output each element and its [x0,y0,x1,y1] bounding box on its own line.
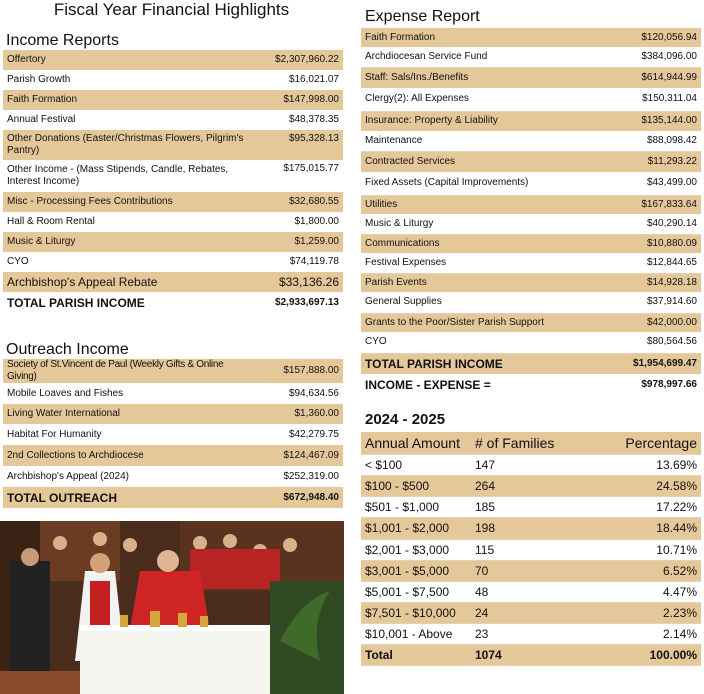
income-amount: $1,800.00 [294,216,339,227]
outreach-amount: $252,319.00 [283,470,339,482]
income-row [3,90,343,110]
donations-row [361,581,701,602]
income-label: Annual Festival [7,114,76,125]
donation-range: $10,001 - Above [361,623,471,644]
expense-label: Utilities [361,195,611,214]
expense-heading: Expense Report [365,8,480,25]
expense-row [361,151,701,172]
expense-label: Contracted Services [361,151,611,172]
expense-label: Parish Events [361,273,611,292]
income-amount: $1,259.00 [251,232,343,252]
page-title: Fiscal Year Financial Highlights [53,0,290,19]
donation-pct: 4.47% [591,581,701,602]
mass-photo [0,521,344,694]
income-row [3,272,343,292]
donations-table [361,432,701,666]
expense-amount: $11,293.22 [611,151,701,172]
donation-families: 70 [471,560,591,581]
income-label: Hall & Room Rental [7,216,95,227]
donation-pct: 6.52% [591,560,701,581]
mass-photo-illustration [0,521,344,694]
income-label: Other Income - (Mass Stipends, Candle, Rebates, Interest Income) [7,164,229,187]
expense-amount: $88,098.42 [611,131,701,151]
net-label: INCOME - EXPENSE = [365,378,491,392]
expense-total-row [361,353,701,374]
outreach-amount: $94,634.56 [288,387,339,399]
expense-row [361,131,701,151]
expense-label: Maintenance [361,131,611,151]
expense-label: Festival Expenses [361,253,611,273]
expense-row [361,172,701,195]
expense-amount: $614,944.99 [611,67,701,88]
expense-amount: $42,000.00 [611,313,701,332]
outreach-label: 2nd Collections to Archdiocese [3,445,258,466]
income-amount: $16,021.07 [288,74,339,85]
donation-range: $3,001 - $5,000 [361,560,471,581]
expense-amount: $80,564.56 [611,332,701,353]
expense-row [361,214,701,234]
donation-range: $7,501 - $10,000 [361,602,471,623]
donation-pct: 24.58% [591,475,701,496]
expense-row [361,273,701,292]
expense-label: Grants to the Poor/Sister Parish Support [361,313,611,332]
income-label: Misc - Processing Fees Contributions [3,192,251,212]
income-amount: $32,680.55 [251,192,343,212]
outreach-amount: $42,279.75 [288,428,339,440]
income-label: Other Donations (Easter/Christmas Flowers, Pilgrim's Pantry) [3,130,251,160]
income-row [3,192,343,212]
donation-range: $2,001 - $3,000 [361,539,471,560]
income-label: Archbishop's Appeal Rebate [3,272,251,292]
income-label: Music & Liturgy [3,232,251,252]
outreach-row [3,424,343,445]
expense-label: Clergy(2): All Expenses [361,88,611,111]
expense-row [361,67,701,88]
expense-table [361,28,701,396]
outreach-label: Society of St.Vincent de Paul (Weekly Gifts & Online Giving) [3,359,258,383]
donation-pct: 18.44% [591,517,701,539]
outreach-label: Mobile Loaves and Fishes [7,387,124,399]
donation-range: $100 - $500 [361,475,471,496]
donation-range: $501 - $1,000 [361,496,471,517]
expense-label: Archdiocesan Service Fund [361,47,611,67]
outreach-total-amount: $672,948.40 [258,487,343,508]
expense-amount: $40,290.14 [611,214,701,234]
expense-row [361,253,701,273]
outreach-total-row [3,487,343,508]
income-row [3,212,343,232]
expense-amount: $10,880.09 [611,234,701,253]
outreach-row [3,359,343,383]
expense-label: Communications [361,234,611,253]
outreach-amount: $124,467.09 [258,445,343,466]
donation-pct: 2.14% [591,623,701,644]
expense-row [361,88,701,111]
expense-amount: $384,096.00 [611,47,701,67]
income-label: Parish Growth [7,74,71,85]
expense-label: Staff: Sals/Ins./Benefits [361,67,611,88]
expense-row [361,292,701,313]
expense-total-label: TOTAL PARISH INCOME [361,353,611,374]
expense-label: Music & Liturgy [361,214,611,234]
expense-row [361,47,701,67]
expense-row [361,111,701,131]
income-row [3,70,343,90]
outreach-row [3,466,343,487]
expense-amount: $37,914.60 [611,292,701,313]
donation-families: 48 [471,581,591,602]
income-row [3,252,343,272]
col-families: # of Families [471,432,591,454]
expense-label: Faith Formation [361,28,611,47]
income-heading: Income Reports [6,32,119,49]
income-amount: $175,015.77 [283,163,339,174]
income-amount: $33,136.26 [251,272,343,292]
donations-row [361,454,701,475]
income-label: CYO [7,256,29,267]
donation-families: 198 [471,517,591,539]
donation-families: 185 [471,496,591,517]
outreach-amount: $157,888.00 [258,359,343,383]
donation-families: 147 [471,454,591,475]
expense-row [361,234,701,253]
expense-amount: $14,928.18 [611,273,701,292]
expense-row [361,332,701,353]
income-row [3,232,343,252]
outreach-label: Living Water International [3,404,258,424]
income-total-row [3,292,343,314]
donation-pct: 10.71% [591,539,701,560]
income-row [3,130,343,160]
expense-row [361,195,701,214]
net-amount: $978,997.66 [641,379,697,390]
donations-row [361,623,701,644]
donation-families: 115 [471,539,591,560]
outreach-label: Habitat For Humanity [7,428,102,440]
income-label: Faith Formation [3,90,251,110]
income-amount: $95,328.13 [251,130,343,160]
expense-amount: $120,056.94 [611,28,701,47]
outreach-row [3,445,343,466]
outreach-amount: $1,360.00 [258,404,343,424]
donation-range: < $100 [361,454,471,475]
donations-row [361,496,701,517]
col-annual-amount: Annual Amount [361,432,471,454]
donation-pct: 2.23% [591,602,701,623]
income-total-label: TOTAL PARISH INCOME [7,296,145,310]
income-amount: $147,998.00 [251,90,343,110]
donations-row [361,475,701,496]
donations-row [361,602,701,623]
donation-families: 23 [471,623,591,644]
expense-row [361,28,701,47]
outreach-row [3,404,343,424]
col-percentage: Percentage [591,432,701,454]
income-amount: $48,378.35 [288,114,339,125]
outreach-row [3,383,343,404]
donations-header-row [361,432,701,454]
donations-total-row [361,644,701,665]
donations-row [361,517,701,539]
donations-row [361,539,701,560]
outreach-label: Archbishop's Appeal (2024) [7,470,129,482]
expense-label: CYO [361,332,611,353]
income-table [3,50,343,314]
expense-row [361,313,701,332]
donations-row [361,560,701,581]
expense-amount: $167,833.64 [611,195,701,214]
income-total-amount: $2,933,697.13 [275,297,339,308]
income-label: Offertory [3,50,251,70]
income-amount: $2,307,960.22 [251,50,343,70]
donation-range: $1,001 - $2,000 [361,517,471,539]
outreach-heading: Outreach Income [6,341,129,358]
income-amount: $74,119.78 [289,256,339,267]
expense-amount: $12,844.65 [611,253,701,273]
donation-pct: 17.22% [591,496,701,517]
outreach-total-label: TOTAL OUTREACH [3,487,258,508]
income-row [3,50,343,70]
donations-heading: 2024 - 2025 [365,411,446,428]
expense-label: Insurance: Property & Liability [361,111,611,131]
donation-families: 264 [471,475,591,496]
net-row [361,374,701,396]
donation-pct: 13.69% [591,454,701,475]
expense-total-amount: $1,954,699.47 [611,353,701,374]
expense-label: General Supplies [361,292,611,313]
donation-total-label: Total [361,644,471,665]
donation-families: 24 [471,602,591,623]
expense-amount: $43,499.00 [611,172,701,195]
donation-total-families: 1074 [471,644,591,665]
income-row [3,160,343,192]
income-row [3,110,343,130]
expense-amount: $150,311.04 [611,88,701,111]
expense-amount: $135,144.00 [611,111,701,131]
donation-total-pct: 100.00% [591,644,701,665]
donation-range: $5,001 - $7,500 [361,581,471,602]
expense-label: Fixed Assets (Capital Improvements) [361,172,611,195]
outreach-table [3,359,343,508]
